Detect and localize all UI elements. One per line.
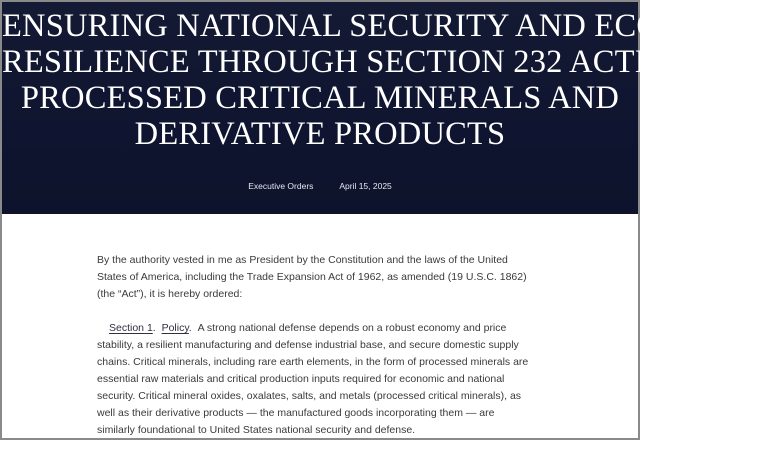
- section-title: Policy: [161, 322, 189, 334]
- intro-line-2: States of America, including the Trade Expansion Act of 1962, as amended (19 U.S.C. 1862): [97, 271, 527, 283]
- section-line-7: similarly foundational to United States national security and defense.: [97, 424, 416, 436]
- article-body: [97, 252, 577, 456]
- section-1-paragraph: [97, 320, 577, 439]
- section-number: 1: [146, 322, 153, 334]
- section-line-3: chains. Critical minerals, including rare earth elements, in the form of processed minerals are: [97, 356, 529, 368]
- title-line-2: RESILIENCE THROUGH SECTION 232 ACTIONS ON: [2, 44, 768, 80]
- title-line-4: DERIVATIVE PRODUCTS: [134, 116, 506, 152]
- intro-line-3: (the “Act”), it is hereby ordered:: [97, 288, 243, 300]
- hero-banner: [2, 2, 769, 214]
- title-line-3: PROCESSED CRITICAL MINERALS AND: [20, 80, 620, 116]
- section-line-4: essential raw materials and critical production inputs required for economic and national: [97, 373, 505, 385]
- page-title: [2, 2, 769, 152]
- title-line-1: ENSURING NATIONAL SECURITY AND ECONOMIC: [2, 8, 769, 44]
- publish-date: April 15, 2025: [339, 181, 392, 191]
- section-1-first-line: Section 1. Policy. A strong national defense depends on a robust economy and price: [109, 322, 507, 334]
- section-line-5: security. Critical mineral oxides, oxalates, salts, and metals (processed critical minerals), as: [97, 390, 522, 402]
- category-link[interactable]: Executive Orders: [248, 181, 314, 191]
- intro-line-1: By the authority vested in me as President by the Constitution and the laws of the United: [97, 254, 508, 266]
- section-label: [109, 322, 153, 334]
- section-line-6: well as their derivative products — the manufactured goods incorporating them — are: [97, 407, 495, 419]
- section-word: Section: [109, 322, 145, 334]
- article-meta: [2, 181, 638, 191]
- intro-paragraph: [97, 252, 577, 303]
- section-line-2: stability, a resilient manufacturing and defense industrial base, and secure domestic supply: [97, 339, 519, 351]
- section-first-line-text: A strong national defense depends on a robust economy and price: [197, 322, 507, 334]
